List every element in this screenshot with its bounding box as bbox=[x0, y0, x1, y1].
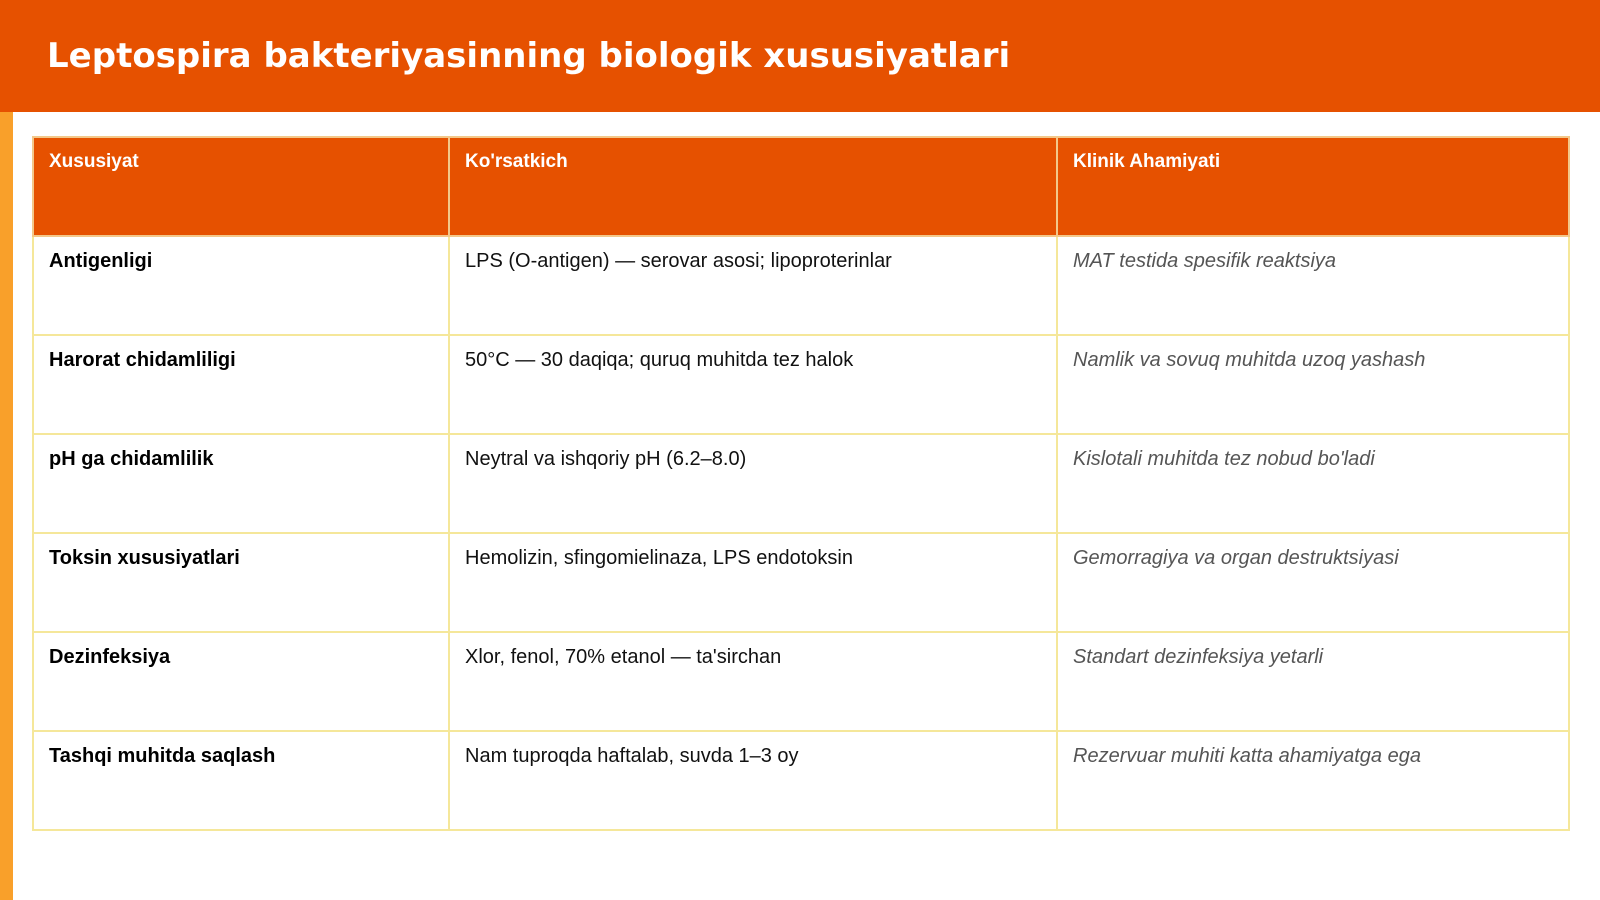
cell-indicator: Hemolizin, sfingomielinaza, LPS endotoksin bbox=[449, 533, 1057, 632]
column-header-property: Xususiyat bbox=[33, 137, 449, 236]
cell-clinical: Kislotali muhitda tez nobud bo'ladi bbox=[1057, 434, 1569, 533]
column-header-indicator: Ko'rsatkich bbox=[449, 137, 1057, 236]
cell-indicator: 50°C — 30 daqiqa; quruq muhitda tez halok bbox=[449, 335, 1057, 434]
cell-clinical: Namlik va sovuq muhitda uzoq yashash bbox=[1057, 335, 1569, 434]
properties-table bbox=[32, 136, 1570, 831]
cell-indicator: LPS (O-antigen) — serovar asosi; lipoproterinlar bbox=[449, 236, 1057, 335]
table-row bbox=[33, 335, 1569, 434]
cell-property: Toksin xususiyatlari bbox=[33, 533, 449, 632]
cell-property: Harorat chidamliligi bbox=[33, 335, 449, 434]
table-row bbox=[33, 434, 1569, 533]
cell-property: Antigenligi bbox=[33, 236, 449, 335]
table-row bbox=[33, 632, 1569, 731]
cell-indicator: Xlor, fenol, 70% etanol — ta'sirchan bbox=[449, 632, 1057, 731]
cell-clinical: Gemorragiya va organ destruktsiyasi bbox=[1057, 533, 1569, 632]
title-bar bbox=[0, 0, 1600, 112]
cell-property: Dezinfeksiya bbox=[33, 632, 449, 731]
table-row bbox=[33, 236, 1569, 335]
table-row bbox=[33, 533, 1569, 632]
cell-indicator: Nam tuproqda haftalab, suvda 1–3 oy bbox=[449, 731, 1057, 830]
cell-clinical: MAT testida spesifik reaktsiya bbox=[1057, 236, 1569, 335]
cell-indicator: Neytral va ishqoriy pH (6.2–8.0) bbox=[449, 434, 1057, 533]
accent-stripe bbox=[0, 112, 13, 900]
slide-title: Leptospira bakteriyasinning biologik xususiyatlari bbox=[47, 36, 1011, 76]
properties-table-container bbox=[32, 136, 1568, 831]
column-header-clinical: Klinik Ahamiyati bbox=[1057, 137, 1569, 236]
table-body bbox=[33, 236, 1569, 830]
cell-clinical: Rezervuar muhiti katta ahamiyatga ega bbox=[1057, 731, 1569, 830]
table-header bbox=[33, 137, 1569, 236]
cell-clinical: Standart dezinfeksiya yetarli bbox=[1057, 632, 1569, 731]
cell-property: pH ga chidamlilik bbox=[33, 434, 449, 533]
table-row bbox=[33, 731, 1569, 830]
cell-property: Tashqi muhitda saqlash bbox=[33, 731, 449, 830]
table-header-row bbox=[33, 137, 1569, 236]
